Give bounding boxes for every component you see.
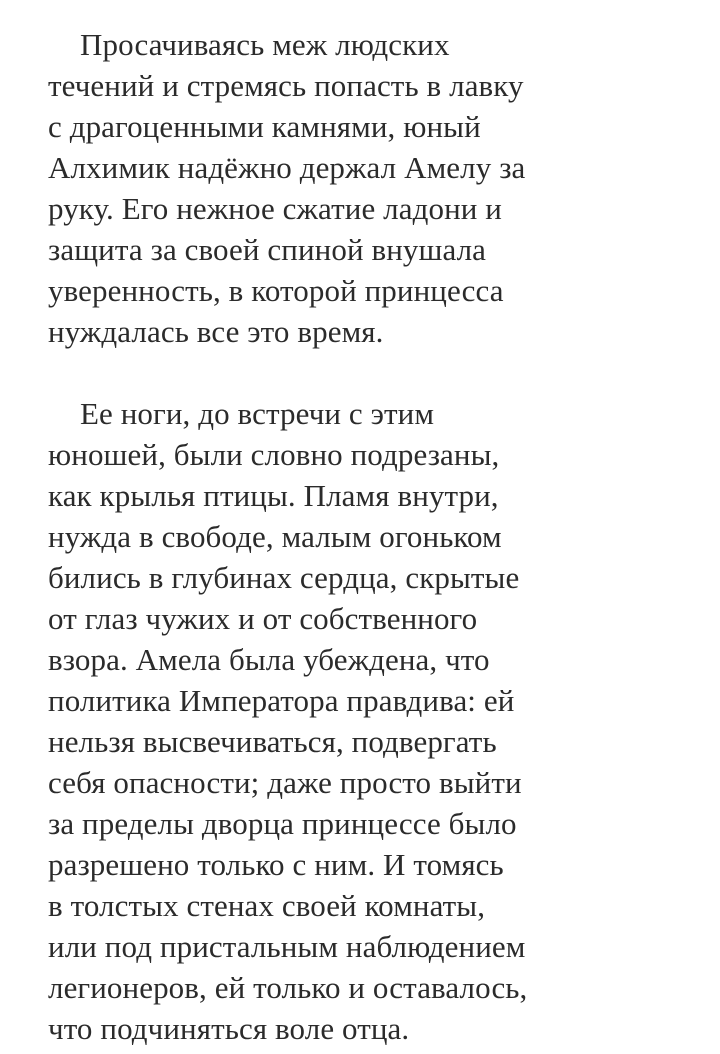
text-line: в толстых стенах своей комнаты, (48, 888, 486, 923)
text-line: как крылья птицы. Пламя внутри, (48, 478, 499, 513)
text-line: нельзя высвечиваться, подвергать (48, 724, 497, 759)
text-line: течений и стремясь попасть в лавку (48, 68, 524, 103)
text-line: что подчиняться воле отца. (48, 1011, 410, 1046)
paragraph-1 (48, 24, 688, 352)
text-line: Ее ноги, до встречи с этим (80, 396, 435, 431)
text-line: разрешено только с ним. И томясь (48, 847, 504, 882)
text-line: взора. Амела была убеждена, что (48, 642, 490, 677)
paragraph-2 (48, 393, 688, 1049)
text-line: Просачиваясь меж людских (80, 27, 450, 62)
text-line: легионеров, ей только и оставалось, (48, 970, 528, 1005)
text-line: с драгоценными камнями, юный (48, 109, 481, 144)
text-line: Алхимик надёжно держал Амелу за (48, 150, 526, 185)
text-line: себя опасности; даже просто выйти (48, 765, 522, 800)
text-line: от глаз чужих и от собственного (48, 601, 478, 636)
text-line: или под пристальным наблюдением (48, 929, 526, 964)
text-line: нужда в свободе, малым огоньком (48, 519, 502, 554)
text-line: нуждалась все это время. (48, 314, 384, 349)
text-line: защита за своей спиной внушала (48, 232, 487, 267)
text-line: за пределы дворца принцессе было (48, 806, 517, 841)
text-line: юношей, были словно подрезаны, (48, 437, 500, 472)
story-text (48, 24, 688, 1049)
text-line: бились в глубинах сердца, скрытые (48, 560, 520, 595)
text-line: политика Императора правдива: ей (48, 683, 515, 718)
text-line: уверенность, в которой принцесса (48, 273, 504, 308)
text-line: руку. Его нежное сжатие ладони и (48, 191, 502, 226)
